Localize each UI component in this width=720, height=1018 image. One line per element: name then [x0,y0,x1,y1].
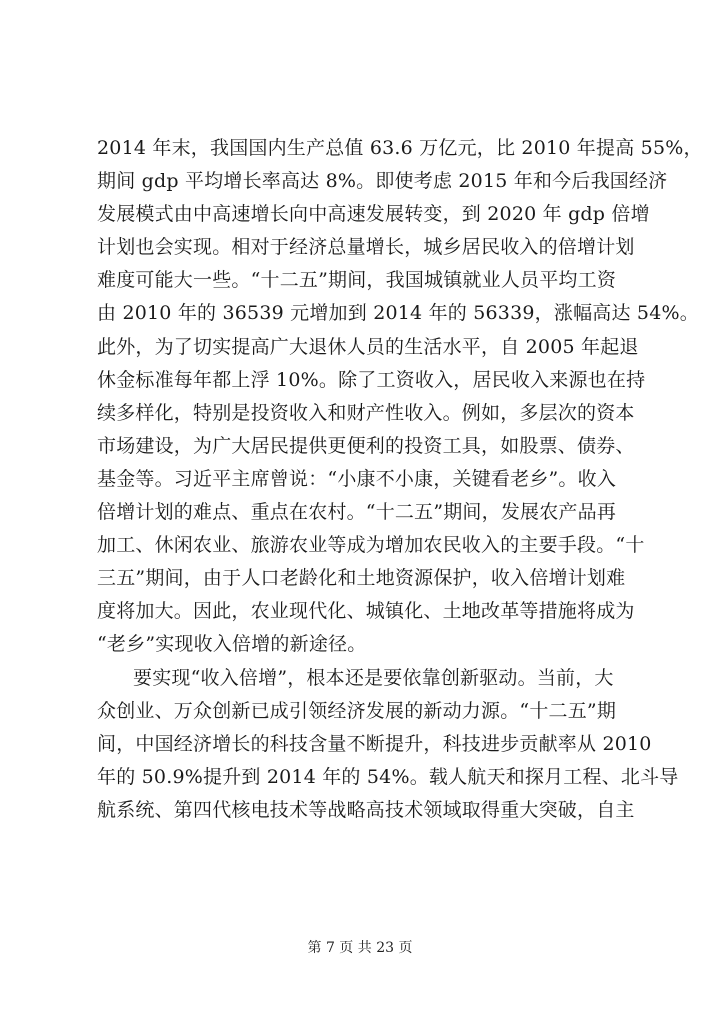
text-line: 基金等。习近平主席曾说：“小康不小康，关键看老乡”。收入 [97,467,617,490]
paragraph-start-line: 要实现“收入倍增”，根本还是要依靠创新驱动。当前，大 [133,666,614,689]
text-line: “老乡”实现收入倍增的新途径。 [97,633,367,656]
page-number-footer: 第 7 页 共 23 页 [307,940,413,956]
text-line: 市场建设，为广大居民提供更便利的投资工具，如股票、债券、 [97,434,635,457]
text-line: 航系统、第四代核电技术等战略高技术领域取得重大突破，自主 [97,798,635,821]
text-line: 发展模式由中高速增长向中高速发展转变，到 2020 年 gdp 倍增 [97,203,650,226]
text-line: 难度可能大一些。“十二五”期间，我国城镇就业人员平均工资 [97,269,617,292]
text-line: 续多样化，特别是投资收入和财产性收入。例如，多层次的资本 [97,401,635,424]
text-line: 间，中国经济增长的科技含量不断提升，科技进步贡献率从 2010 [97,732,652,755]
text-line: 度将加大。因此，农业现代化、城镇化、土地改革等措施将成为 [97,600,635,623]
text-line: 三五”期间，由于人口老龄化和土地资源保护，收入倍增计划难 [97,567,626,590]
text-line: 此外，为了切实提高广大退休人员的生活水平，自 2005 年起退 [97,335,639,358]
body-text [97,132,703,827]
text-line: 众创业、万众创新已成引领经济发展的新动力源。“十二五”期 [97,699,617,722]
text-line: 休金标准每年都上浮 10%。除了工资收入，居民收入来源也在持 [97,368,646,391]
text-line: 倍增计划的难点、重点在农村。“十二五”期间，发展农产品再 [97,501,617,524]
text-line: 加工、休闲农业、旅游农业等成为增加农民收入的主要手段。“十 [97,534,645,557]
text-line: 2014 年末，我国国内生产总值 63.6 万亿元，比 2010 年提高 55%， [97,137,703,159]
text-line: 由 2010 年的 36539 元增加到 2014 年的 56339，涨幅高达 54%。 [97,302,699,325]
text-line: 计划也会实现。相对于经济总量增长，城乡居民收入的倍增计划 [97,236,635,259]
text-line: 期间 gdp 平均增长率高达 8%。即使考虑 2015 年和今后我国经济 [97,170,668,193]
text-line: 年的 50.9%提升到 2014 年的 54%。载人航天和探月工程、北斗导 [97,765,679,788]
